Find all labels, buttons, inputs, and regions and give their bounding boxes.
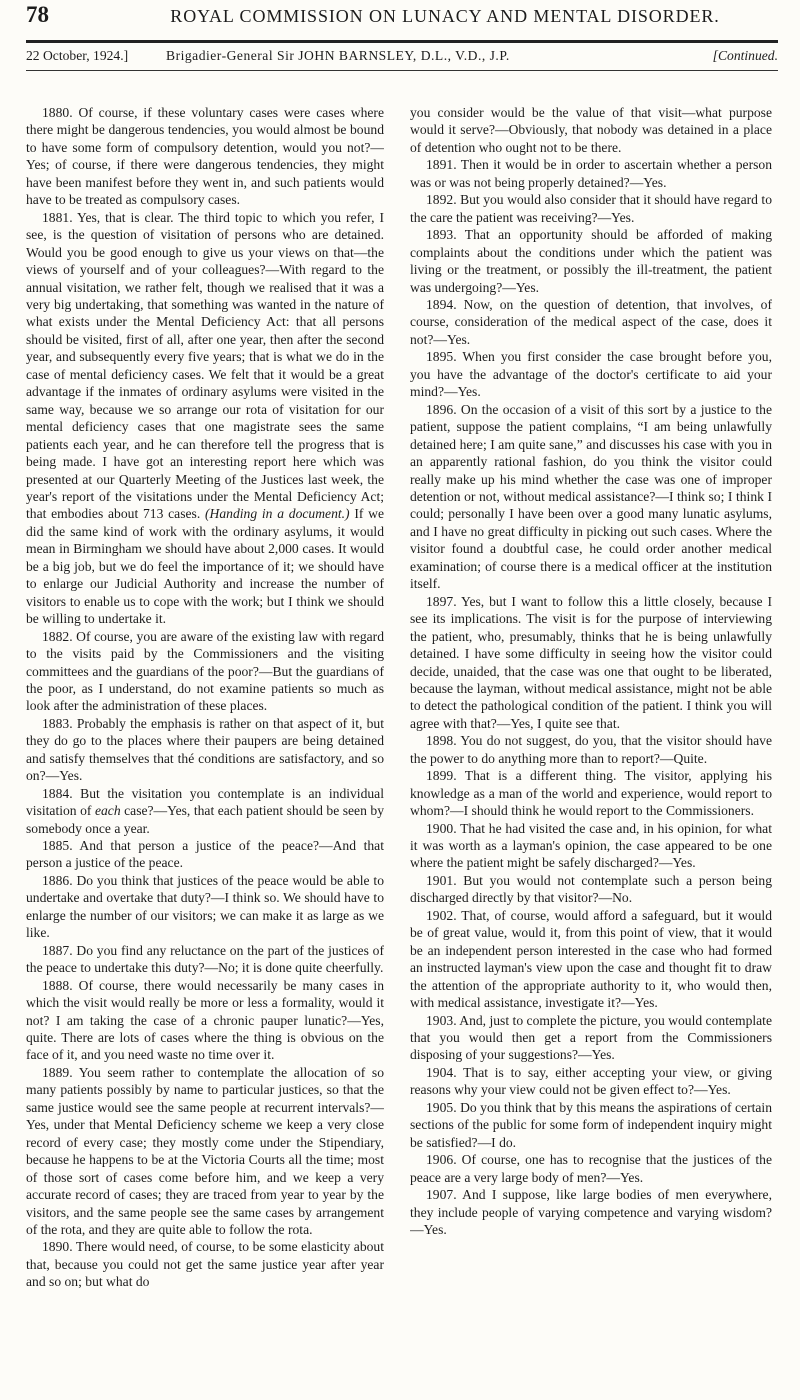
page-number: 78 — [26, 2, 49, 27]
paragraph-1895: 1895. When you first consider the case brought before you, you have the advantage of the doctor's certificate to aid your mind?—Yes. — [410, 349, 772, 400]
paragraph-1903: 1903. And, just to complete the picture, you would contemplate that you would then get a report from the Commissioners disposing of your suggestions?—Yes. — [410, 1012, 772, 1063]
paragraph-1901: 1901. But you would not contemplate such a person being discharged directly by that visitor?—No. — [410, 872, 772, 906]
header-rule-thin — [26, 70, 778, 71]
stage-direction: (Handing in a document.) — [205, 506, 350, 522]
paragraph-1906: 1906. Of course, one has to recognise that the justices of the peace are a very large body of men?—Yes. — [410, 1152, 772, 1185]
paragraph-1890-continued: you consider would be the value of that visit—what purpose would it serve?—Obviously, that nobody was detained in a place of detention who ought not to be there. — [410, 105, 772, 155]
paragraph-1885: 1885. And that person a justice of the peace?—And that person a justice of the peace. — [26, 838, 384, 871]
paragraph-text: case?—Yes, that each patient should be seen by somebody once a year. — [26, 803, 384, 836]
paragraph-1898: 1898. You do not suggest, do you, that the visitor should have the power to do anything more than to report?—Quite. — [410, 733, 772, 766]
right-column — [410, 104, 772, 1384]
paragraph-1899: 1899. That is a different thing. The visitor, applying his knowledge as a man of the world and experience, would report to whom?—I should think he would report to the Commissioners. — [410, 768, 772, 819]
paragraph-1894: 1894. Now, on the question of detention, that involves, of course, consideration of the medical aspect of the case, does it not?—Yes. — [410, 296, 772, 347]
paragraph-1881 — [26, 209, 384, 628]
paragraph-1889: 1889. You seem rather to contemplate the allocation of so many patients possibly by name to particular justices, so that the same justice would see the same people at recurrent intervals?—Yes, under that Mental Deficiency scheme we keep a very close record of every case; they mostly come under the Stipendiary, because he happens to be at the Victoria Courts all the time; most of those sort of cases come before him, and we keep a very accurate record of cases; they are traced from year to year by the visitors, and the same people see the same cases by arrangement of the rota, and they are quite able to follow the rota. — [26, 1064, 384, 1237]
paragraph-1887: 1887. Do you find any reluctance on the part of the justices of the peace to undertake this duty?—No; it is done quite cheerfully. — [26, 942, 384, 976]
paragraph-1896: 1896. On the occasion of a visit of this sort by a justice to the patient, suppose the patient complains, “I am being unlawfully detained here; I am quite sane,” and discusses his case with you in an apparently rational fashion, do you think the visitor could really make up his mind whether the case was one of improper detention or not, without medical assistance?—I think so; I think I could; personally I have been over a good many lunatic asylums, and I have no great difficulty in picking out such cases. Where the visitor found a doubtful case, he could order another medical examination; of course there is a medical officer at the institution itself. — [410, 401, 772, 592]
paragraph-1882: 1882. Of course, you are aware of the existing law with regard to the visits paid by the Commissioners and the visiting committees and the guardians of the poor?—But the guardians of the poor, as I understand, do not examine patients so much as look after the administration of these places. — [26, 628, 384, 714]
paragraph-1883: 1883. Probably the emphasis is rather on that aspect of it, but they do go to the places where their paupers are being detained and satisfy themselves that thé conditions are satisfactory, and so on?—Yes. — [26, 715, 384, 784]
paragraph-text: 1884. But the visitation you contemplate is an individual visitation of — [26, 785, 384, 819]
paragraph-1907: 1907. And I suppose, like large bodies of men everywhere, they include people of varying competence and varying wisdom?—Yes. — [410, 1187, 772, 1237]
paragraph-1900: 1900. That he had visited the case and, in his opinion, for what it was worth as a layman's opinion, the case appeared to be one where the patient might be safely discharged?—Yes. — [410, 820, 772, 871]
header-rule — [26, 40, 778, 43]
paragraph-1904: 1904. That is to say, either accepting your view, or giving reasons why your view could not be given effect to?—Yes. — [410, 1064, 772, 1098]
paragraph-1897: 1897. Yes, but I want to follow this a little closely, because I see its implications. The visit is for the purpose of interviewing the patient, who, presumably, thinks that he is being unlawfully detained. I have some difficulty in seeing how the visitor could decide, unaided, that the case was one that ought to be liberated, because the layman, without medical assistance, might not be able to detect the pathological condition of the patient. I think you will agree with that?—Yes, I quite see that. — [410, 593, 772, 731]
paragraph-1884 — [26, 785, 384, 837]
left-column — [26, 104, 384, 1384]
witness-line — [26, 48, 778, 70]
paragraph-1888: 1888. Of course, there would necessarily be many cases in which the visit would really be more or less a formality, would it not? I am taking the case of a chronic pauper lunatic?—Yes, quite. There are lots of cases where the thing is obvious on the face of it, and you need waste no time over it. — [26, 977, 384, 1063]
running-header — [26, 2, 774, 32]
emphasis-text: each — [94, 803, 121, 819]
paragraph-text: If we did the same kind of work with the ordinary asylums, it would mean in Birmingham we should have about 2,000 cases. It would be a big job, but we do feel the importance of it; we should have to enlarge our Judicial Authority and increase the number of visitors to enable us to cope with the work; but I think we should be willing to undertake it. — [26, 506, 384, 627]
paragraph-text: 1881. Yes, that is clear. The third topic to which you refer, I see, is the question of visitation of persons who are detained. Would you be good enough to give us your views on that—the views of yourself and of your colleagues?—With regard to the annual visitation, we rather felt, though we realised that it was a very big undertaking, that something was wanted in the nature of what exists under the Mental Deficiency Act: that all persons should be visited, first of all, after one year, then after the second year, and subsequently every five years; that is what we do in the case of mental deficiency cases. We felt that it would be a great advantage if the inmates of ordinary asylums were visited in the same way, because we so arrange our rota of visitation for our mental deficiency cases that one magistrate sees the same patients each year, and he can therefore tell the progress that is being made. I have got an interesting report here which was presented at our Quarterly Meeting of the Justices last week, the year's report of the visitations under the Mental Deficiency Act; that embodies about 713 cases. — [26, 209, 384, 522]
paragraph-1890: 1890. There would need, of course, to be some elasticity about that, because you could not get the same justice year after year and so on; but what do — [26, 1239, 384, 1290]
paragraph-1905: 1905. Do you think that by this means the aspirations of certain sections of the public for some form of independent inquiry might be satisfied?—I do. — [410, 1099, 772, 1150]
hearing-date: 22 October, 1924.] — [26, 48, 129, 63]
commission-title: ROYAL COMMISSION ON LUNACY AND MENTAL DISORDER. — [170, 6, 720, 26]
witness-name: Brigadier-General Sir JOHN BARNSLEY, D.L., V.D., J.P. — [166, 48, 510, 63]
paragraph-1893: 1893. That an opportunity should be afforded of making complaints about the conditions under which the patient was living or the treatment, or possibly the ill-treatment, the patient was undergoing?—Yes. — [410, 227, 772, 295]
continued-label: [Continued. — [712, 48, 778, 63]
paragraph-1880: 1880. Of course, if these voluntary cases were cases where there might be dangerous tendencies, you would almost be bound to have some form of compulsory detention, would you not?—Yes; of course, if there were dangerous tendencies, they might have been manifest before they went in, and such patients would have to be treated as compulsory cases. — [26, 105, 384, 208]
paragraph-1886: 1886. Do you think that justices of the peace would be able to undertake and overtake that duty?—I think so. We should have to enlarge the number of our visitors; we can make it as large as we like. — [26, 872, 384, 941]
paragraph-1892: 1892. But you would also consider that it should have regard to the care the patient was receiving?—Yes. — [410, 192, 772, 225]
paragraph-1902: 1902. That, of course, would afford a safeguard, but it would be of great value, would it, from this point of view, that it would be an independent person interested in the case who had formed an instructed layman's view upon the case and thought fit to draw the attention of the appropriate authority to it, who would then, with medical assistance, investigate it?—Yes. — [410, 907, 772, 1011]
paragraph-1891: 1891. Then it would be in order to ascertain whether a person was or was not being properly detained?—Yes. — [410, 157, 772, 190]
